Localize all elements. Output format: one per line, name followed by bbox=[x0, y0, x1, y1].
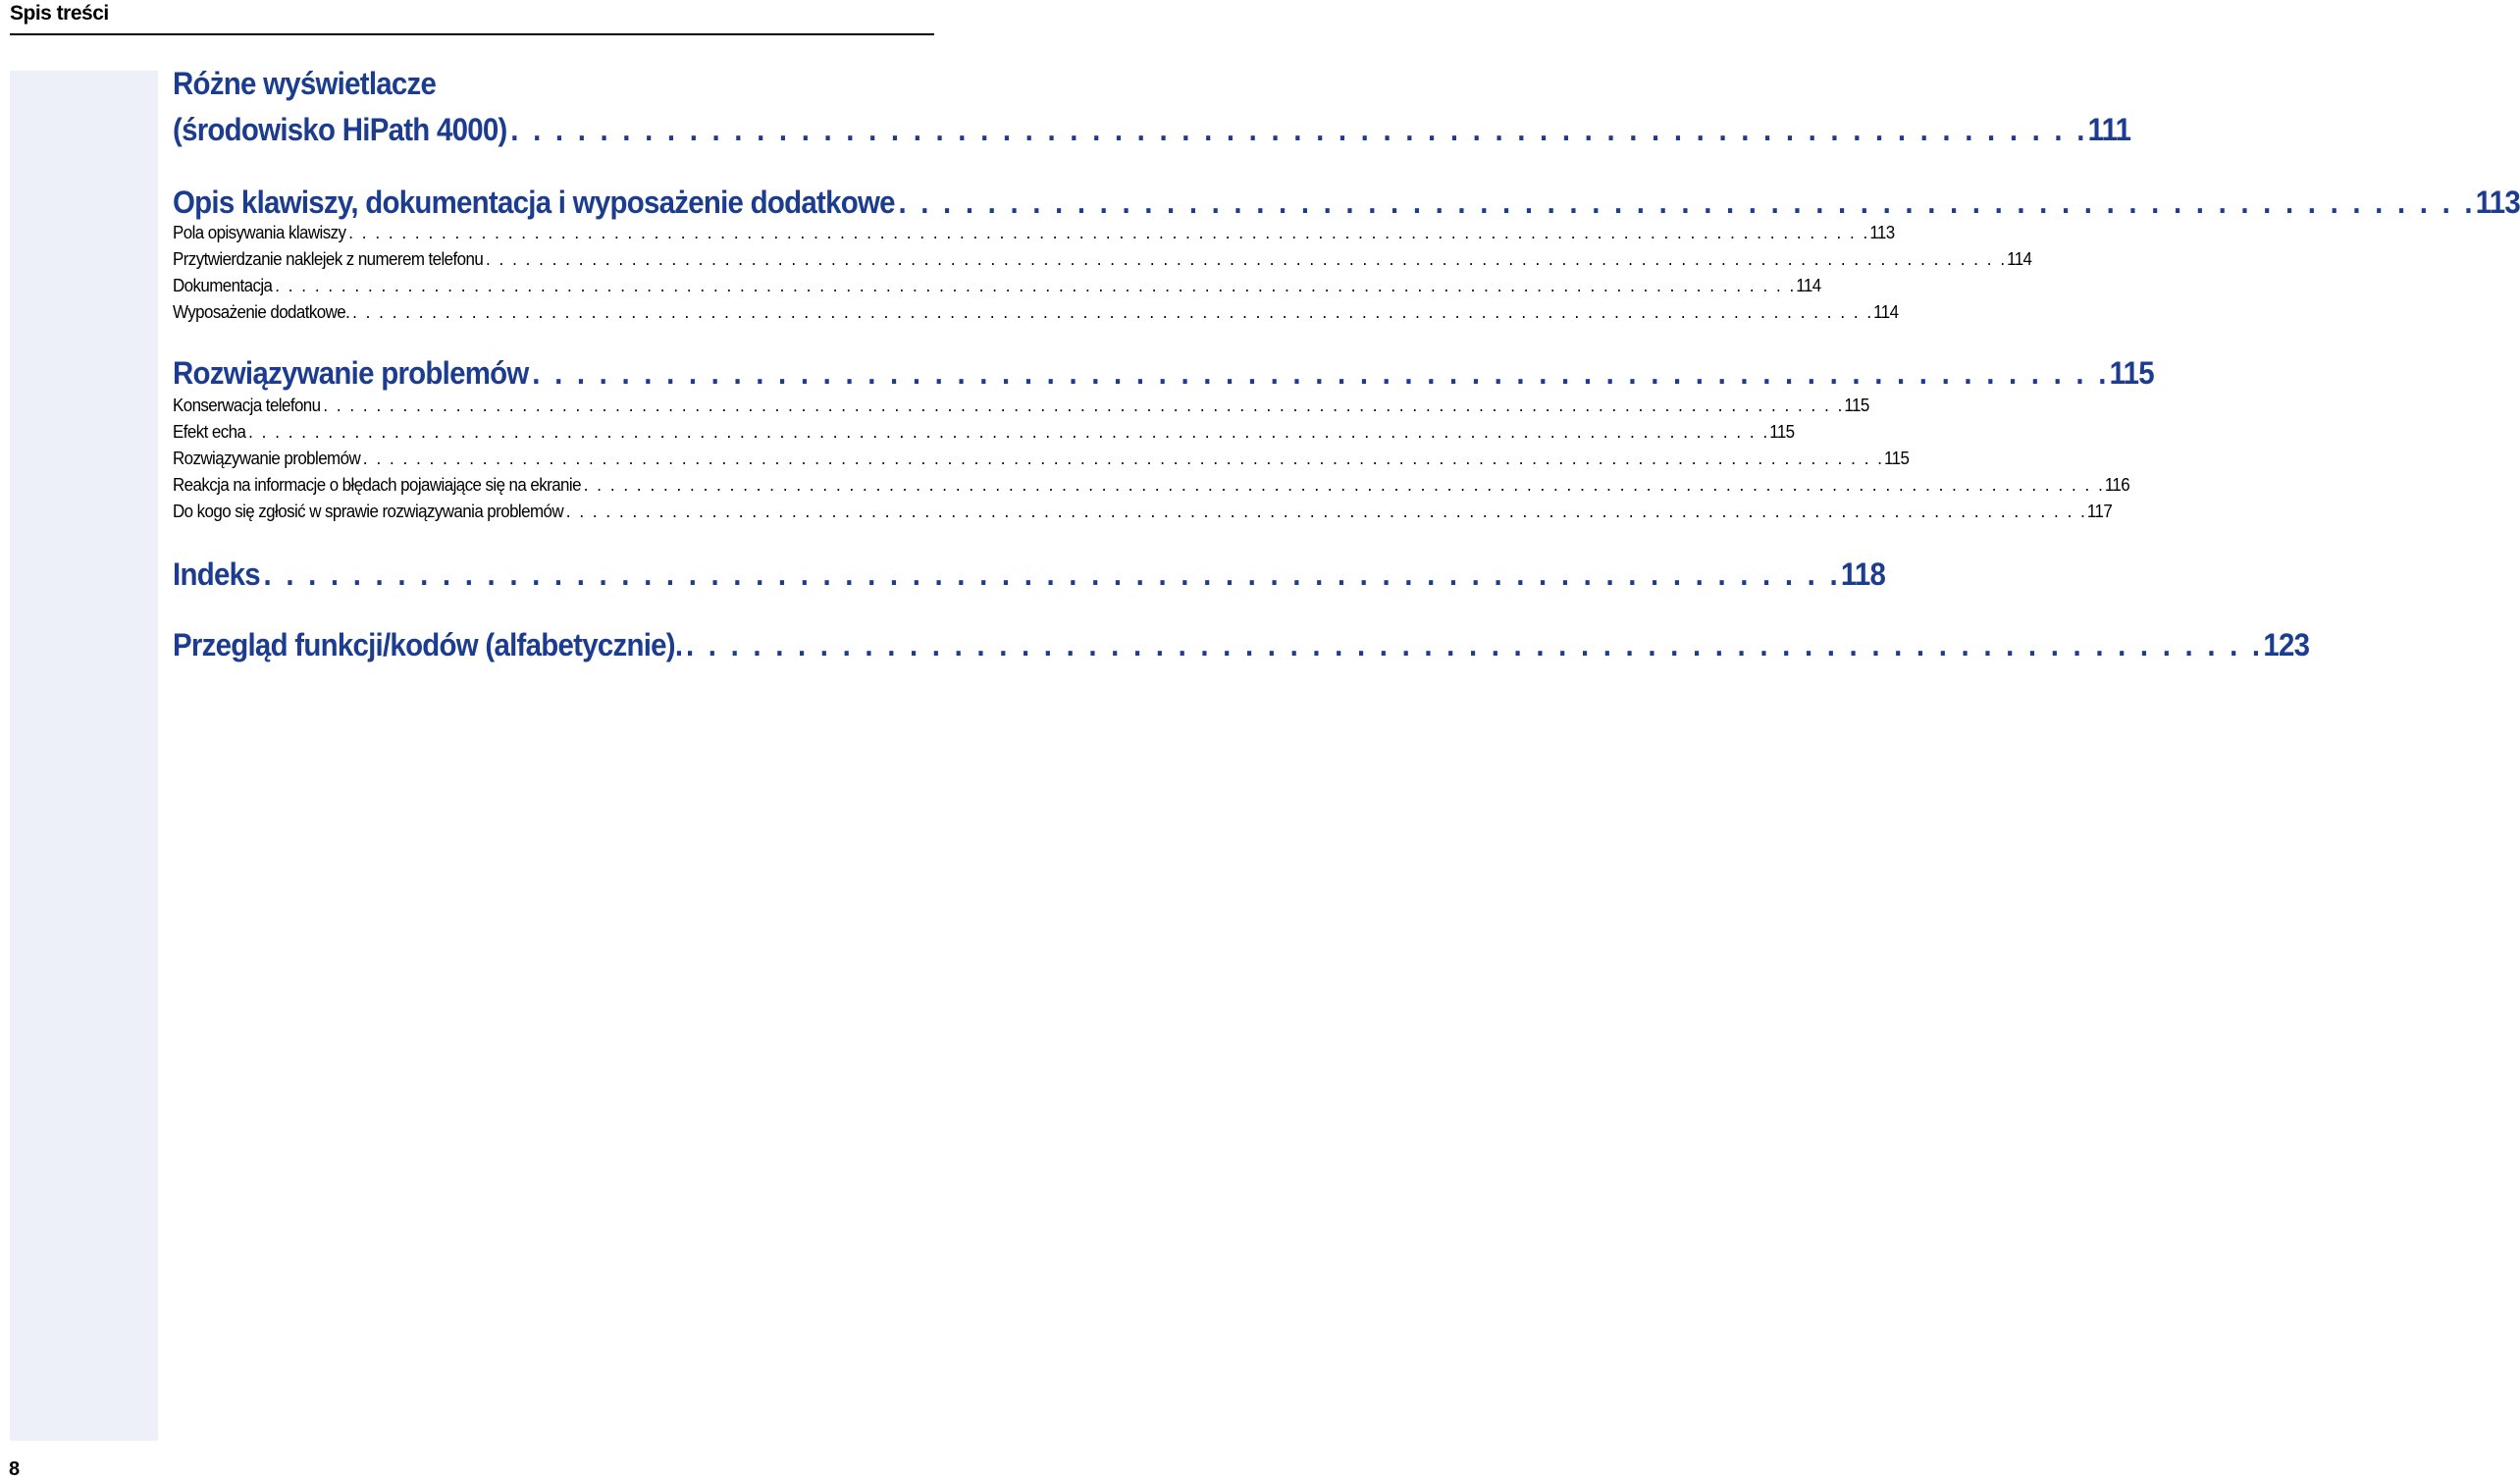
left-margin-band bbox=[10, 71, 158, 1441]
toc-entry-row[interactable] bbox=[173, 246, 2032, 273]
toc-chapter-title: Rozwiązywanie problemów bbox=[173, 355, 529, 391]
dot-leader bbox=[895, 185, 2476, 220]
dot-leader bbox=[321, 393, 1845, 419]
toc-entry-title: Przytwierdzanie naklejek z numerem telefonu bbox=[173, 249, 484, 269]
dot-leader bbox=[483, 246, 2007, 273]
toc-entry-title: Dokumentacja bbox=[173, 276, 273, 295]
toc-chapter-title: Przegląd funkcji/kodów (alfabetycznie). bbox=[173, 627, 683, 662]
page-number: 8 bbox=[9, 1458, 21, 1480]
toc-entry-title: Konserwacja telefonu bbox=[173, 396, 321, 415]
toc-entry-page: 116 bbox=[2104, 475, 2130, 495]
toc-chapter-group bbox=[173, 185, 2520, 326]
toc-entry-page: 114 bbox=[1873, 302, 1899, 322]
dot-leader bbox=[682, 625, 2263, 664]
toc-entry-page: 117 bbox=[2086, 502, 2113, 521]
dot-leader bbox=[563, 499, 2087, 525]
dot-leader bbox=[529, 353, 2110, 393]
toc-entry-row[interactable] bbox=[173, 499, 2113, 525]
toc-chapter-row[interactable] bbox=[173, 185, 2520, 220]
dot-leader bbox=[507, 106, 2088, 153]
toc-chapter-row[interactable] bbox=[173, 106, 2131, 153]
toc-entry-page: 115 bbox=[1884, 449, 1910, 468]
toc-chapter-page: 118 bbox=[1840, 556, 1886, 592]
toc-chapter-page: 115 bbox=[2109, 355, 2154, 391]
toc-chapter-group bbox=[173, 555, 1886, 594]
toc-entry-row[interactable] bbox=[173, 273, 1821, 299]
toc-entry-title: Do kogo się zgłosić w sprawie rozwiązywania problemów bbox=[173, 502, 563, 521]
toc-chapter-page: 111 bbox=[2087, 112, 2131, 147]
toc-chapter-title: Opis klawiszy, dokumentacja i wyposażenie dodatkowe bbox=[173, 185, 895, 220]
dot-leader bbox=[245, 419, 1769, 446]
toc-entry-row[interactable] bbox=[173, 299, 1899, 326]
toc-entry-title: Wyposażenie dodatkowe. bbox=[173, 302, 350, 322]
toc-chapter-title: (środowisko HiPath 4000) bbox=[173, 112, 507, 147]
toc-chapter-title: Indeks bbox=[173, 556, 260, 592]
toc-entry-row[interactable] bbox=[173, 393, 1869, 419]
toc-entry-page: 113 bbox=[1869, 223, 1895, 242]
dot-leader bbox=[349, 299, 1873, 326]
dot-leader bbox=[360, 446, 1884, 472]
page-header-title: Spis treści bbox=[10, 2, 109, 25]
toc-chapter-title-line: Różne wyświetlacze bbox=[173, 66, 437, 101]
toc-entry-title: Rozwiązywanie problemów bbox=[173, 449, 361, 468]
toc-chapter-group bbox=[173, 61, 2131, 153]
toc-chapter-group bbox=[173, 353, 2154, 525]
toc-entry-row[interactable] bbox=[173, 446, 1910, 472]
toc-chapter-row[interactable] bbox=[173, 625, 2310, 664]
table-of-contents bbox=[173, 61, 2520, 664]
toc-chapter-row[interactable] bbox=[173, 555, 1886, 594]
toc-chapter-page: 123 bbox=[2263, 627, 2310, 662]
toc-chapter-page: 113 bbox=[2475, 185, 2520, 220]
toc-chapter-group bbox=[173, 625, 2310, 664]
dot-leader bbox=[345, 220, 1869, 246]
toc-chapter-row[interactable] bbox=[173, 353, 2154, 393]
header-divider bbox=[10, 33, 934, 35]
toc-entry-row[interactable] bbox=[173, 220, 1895, 246]
toc-entry-title: Reakcja na informacje o błędach pojawiające się na ekranie bbox=[173, 475, 581, 495]
toc-entry-title: Pola opisywania klawiszy bbox=[173, 223, 346, 242]
toc-entry-row[interactable] bbox=[173, 472, 2130, 499]
toc-entry-page: 115 bbox=[1844, 396, 1869, 415]
dot-leader bbox=[260, 555, 1841, 594]
toc-entry-page: 114 bbox=[2007, 249, 2032, 269]
dot-leader bbox=[272, 273, 1796, 299]
toc-entry-title: Efekt echa bbox=[173, 422, 246, 442]
toc-entry-row[interactable] bbox=[173, 419, 1795, 446]
dot-leader bbox=[581, 472, 2105, 499]
toc-entry-page: 115 bbox=[1769, 422, 1795, 442]
toc-entry-page: 114 bbox=[1796, 276, 1821, 295]
